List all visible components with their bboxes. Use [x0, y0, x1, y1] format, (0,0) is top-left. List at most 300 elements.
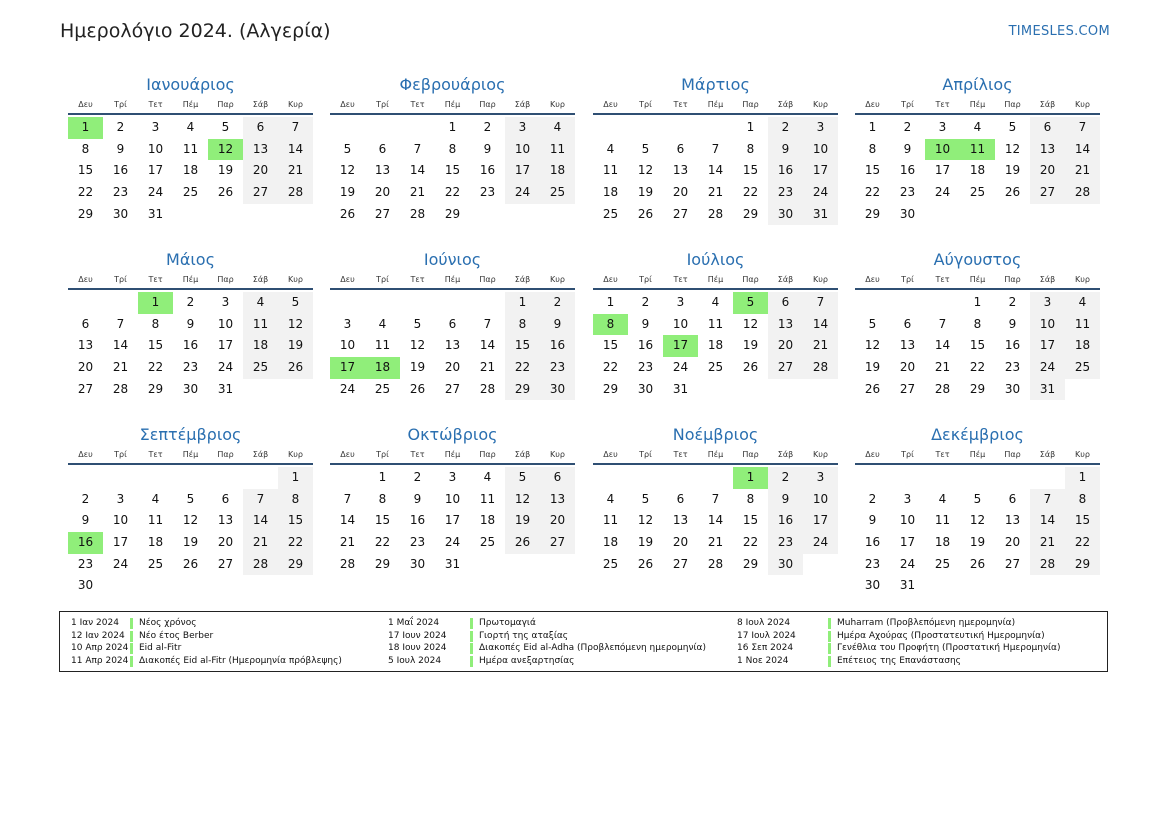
empty-cell	[365, 117, 400, 139]
month-name: Ιούνιος	[423, 250, 482, 269]
weekday-label: Παρ	[479, 100, 496, 109]
day-cell: 27	[768, 357, 803, 379]
day-cell: 18	[540, 160, 575, 182]
day-grid	[593, 117, 838, 225]
day-cell: 28	[934, 381, 951, 396]
day-cell: 11	[374, 338, 391, 353]
day-cell: 28	[409, 206, 426, 221]
day-cell: 12	[637, 163, 654, 178]
day-cell: 4	[540, 117, 575, 139]
weekday-header	[330, 97, 575, 115]
day-grid	[68, 292, 313, 400]
weekday-header	[68, 272, 313, 290]
weekday-label: Σάβ	[1039, 450, 1056, 459]
day-grid	[330, 467, 575, 575]
day-cell: 2	[868, 491, 877, 506]
weekday-label: Κυρ	[813, 450, 828, 459]
day-cell: 17	[934, 163, 951, 178]
empty-cell	[925, 292, 960, 314]
day-cell: 26	[409, 381, 426, 396]
day-cell: 17	[112, 535, 129, 550]
weekday-label: Πέμ	[444, 275, 461, 284]
day-grid	[68, 117, 313, 225]
empty-cell	[68, 292, 103, 314]
day-cell: 26	[969, 556, 986, 571]
weekday-label: Τρί	[639, 100, 652, 109]
day-cell: 16	[1004, 338, 1021, 353]
weekday-header	[593, 97, 838, 115]
day-cell: 16	[409, 513, 426, 528]
weekday-label: Τετ	[148, 450, 163, 459]
day-cell: 8	[378, 491, 387, 506]
day-cell: 16	[864, 535, 881, 550]
day-cell: 16	[768, 160, 803, 182]
day-cell: 4	[938, 491, 947, 506]
day-cell: 7	[803, 292, 838, 314]
day-cell: 7	[343, 491, 352, 506]
day-cell: 1	[606, 295, 615, 309]
empty-cell	[330, 467, 365, 489]
weekday-label: Παρ	[217, 275, 234, 284]
day-cell: 22	[602, 360, 619, 375]
day-cell: 31	[899, 578, 916, 593]
holiday-name: Ημέρα Αχούρας (Προστατευτική Ημερομηνία)	[837, 630, 1045, 641]
day-cell: 5	[973, 491, 982, 506]
holiday-marker	[130, 656, 133, 667]
day-cell: 18	[602, 185, 619, 200]
holiday-legend	[59, 611, 1108, 672]
day-cell: 19	[1004, 163, 1021, 178]
day-cell: 8	[505, 314, 540, 336]
weekday-label: Παρ	[479, 450, 496, 459]
day-cell: 16	[479, 163, 496, 178]
empty-cell	[628, 467, 663, 489]
day-grid	[330, 292, 575, 400]
day-cell: 6	[1008, 491, 1017, 506]
day-cell: 3	[116, 491, 125, 506]
day-cell: 15	[77, 163, 94, 178]
day-cell: 3	[938, 120, 947, 134]
holiday-day-cell: 5	[733, 292, 768, 314]
day-cell: 3	[151, 120, 160, 134]
day-cell: 9	[868, 513, 877, 528]
day-cell: 2	[768, 467, 803, 489]
day-cell: 7	[938, 316, 947, 331]
day-cell: 15	[278, 510, 313, 532]
empty-cell	[330, 292, 365, 314]
empty-cell	[173, 467, 208, 489]
month-name: Νοέμβριος	[672, 425, 759, 444]
day-cell: 17	[505, 160, 540, 182]
day-cell: 15	[969, 338, 986, 353]
day-cell: 4	[378, 316, 387, 331]
day-cell: 29	[1065, 554, 1100, 576]
brand-logo-link[interactable]: TIMESLES.COM	[1008, 24, 1110, 39]
day-cell: 5	[641, 491, 650, 506]
day-cell: 13	[77, 338, 94, 353]
holiday-day-cell: 10	[925, 139, 960, 161]
weekday-label: Παρ	[1004, 275, 1021, 284]
weekday-header	[855, 447, 1100, 465]
holiday-name: Επέτειος της Επανάστασης	[837, 656, 961, 667]
day-cell: 10	[803, 489, 838, 511]
holiday-day-cell: 1	[733, 467, 768, 489]
day-cell: 26	[505, 532, 540, 554]
empty-cell	[1030, 467, 1065, 489]
holiday-row	[737, 642, 1067, 655]
day-cell: 26	[742, 360, 759, 375]
day-cell: 14	[339, 513, 356, 528]
weekday-label: Σάβ	[777, 450, 794, 459]
day-cell: 15	[1065, 510, 1100, 532]
holiday-day-cell: 16	[68, 532, 103, 554]
day-cell: 28	[339, 556, 356, 571]
day-cell: 28	[1065, 182, 1100, 204]
month-block	[593, 423, 838, 575]
holiday-row	[737, 630, 1067, 643]
day-cell: 14	[707, 513, 724, 528]
day-cell: 26	[864, 381, 881, 396]
day-cell: 24	[444, 535, 461, 550]
month-name: Οκτώβριος	[407, 425, 498, 444]
weekday-label: Κυρ	[550, 275, 565, 284]
day-cell: 31	[217, 381, 234, 396]
day-cell: 10	[112, 513, 129, 528]
day-cell: 7	[243, 489, 278, 511]
weekday-label: Σάβ	[1039, 275, 1056, 284]
day-cell: 19	[864, 360, 881, 375]
day-cell: 6	[81, 316, 90, 331]
weekday-label: Τρί	[901, 275, 914, 284]
day-cell: 9	[413, 491, 422, 506]
day-cell: 10	[147, 141, 164, 156]
day-cell: 14	[1065, 139, 1100, 161]
weekday-label: Πέμ	[182, 450, 199, 459]
day-cell: 17	[803, 510, 838, 532]
day-cell: 14	[243, 510, 278, 532]
weekday-label: Παρ	[1004, 100, 1021, 109]
day-cell: 24	[339, 381, 356, 396]
holiday-day-cell: 1	[68, 117, 103, 139]
day-cell: 6	[1030, 117, 1065, 139]
day-cell: 8	[746, 141, 755, 156]
empty-cell	[593, 467, 628, 489]
weekday-label: Σάβ	[252, 450, 269, 459]
holiday-marker	[828, 631, 831, 642]
day-cell: 20	[444, 360, 461, 375]
day-cell: 15	[742, 163, 759, 178]
weekday-label: Σάβ	[252, 275, 269, 284]
day-cell: 11	[182, 141, 199, 156]
month-block	[68, 248, 313, 400]
holiday-name: Muharram (Προβλεπόμενη ημερομηνία)	[837, 618, 1016, 628]
day-cell: 14	[707, 163, 724, 178]
day-cell: 2	[116, 120, 125, 134]
day-cell: 1	[868, 120, 877, 134]
day-cell: 3	[803, 117, 838, 139]
weekday-label: Δευ	[340, 100, 355, 109]
day-cell: 9	[1008, 316, 1017, 331]
day-cell: 9	[540, 314, 575, 336]
day-cell: 12	[864, 338, 881, 353]
day-cell: 1	[505, 292, 540, 314]
day-grid	[593, 467, 838, 575]
day-cell: 2	[1008, 295, 1017, 309]
empty-cell	[890, 467, 925, 489]
day-cell: 5	[186, 491, 195, 506]
day-cell: 10	[444, 491, 461, 506]
day-cell: 24	[147, 185, 164, 200]
empty-cell	[68, 467, 103, 489]
day-cell: 27	[77, 381, 94, 396]
day-cell: 11	[243, 314, 278, 336]
holiday-name: Πρωτομαγιά	[479, 618, 536, 628]
holiday-row	[71, 630, 401, 643]
empty-cell	[138, 467, 173, 489]
day-cell: 17	[1030, 335, 1065, 357]
day-cell: 28	[707, 206, 724, 221]
day-cell: 9	[768, 489, 803, 511]
holiday-column	[71, 617, 401, 668]
holiday-name: Γιορτή της αταξίας	[479, 630, 569, 641]
holiday-name: Γενέθλια του Προφήτη (Προστατική Ημερομηνία)	[837, 643, 1061, 654]
day-cell: 13	[672, 513, 689, 528]
day-cell: 25	[1065, 357, 1100, 379]
day-cell: 8	[746, 491, 755, 506]
day-cell: 10	[803, 139, 838, 161]
day-cell: 30	[637, 381, 654, 396]
day-cell: 7	[278, 117, 313, 139]
day-cell: 12	[278, 314, 313, 336]
day-cell: 22	[278, 532, 313, 554]
day-cell: 10	[217, 316, 234, 331]
weekday-label: Παρ	[1004, 450, 1021, 459]
day-grid	[68, 467, 313, 597]
weekday-label: Τρί	[114, 275, 127, 284]
day-cell: 26	[182, 556, 199, 571]
day-cell: 23	[864, 556, 881, 571]
day-cell: 25	[374, 381, 391, 396]
day-cell: 25	[602, 556, 619, 571]
day-cell: 19	[409, 360, 426, 375]
empty-cell	[593, 117, 628, 139]
day-cell: 8	[1065, 489, 1100, 511]
empty-cell	[960, 467, 995, 489]
day-cell: 13	[1030, 139, 1065, 161]
empty-cell	[243, 467, 278, 489]
day-cell: 14	[934, 338, 951, 353]
empty-cell	[855, 467, 890, 489]
weekday-label: Σάβ	[514, 450, 531, 459]
weekday-label: Πέμ	[969, 100, 986, 109]
day-cell: 10	[505, 139, 540, 161]
day-cell: 23	[637, 360, 654, 375]
weekday-label: Πέμ	[707, 275, 724, 284]
weekday-label: Κυρ	[550, 450, 565, 459]
holiday-date: 1 Ιαν 2024	[71, 618, 119, 628]
weekday-label: Παρ	[742, 100, 759, 109]
day-cell: 1	[278, 467, 313, 489]
holiday-row	[388, 617, 718, 630]
month-block	[330, 423, 575, 575]
day-cell: 23	[540, 357, 575, 379]
holiday-row	[71, 655, 401, 668]
day-cell: 20	[540, 510, 575, 532]
day-cell: 25	[147, 556, 164, 571]
day-cell: 13	[243, 139, 278, 161]
weekday-label: Δευ	[603, 275, 618, 284]
weekday-label: Τετ	[148, 100, 163, 109]
weekday-label: Τετ	[935, 275, 950, 284]
weekday-label: Κυρ	[1075, 100, 1090, 109]
day-cell: 9	[641, 316, 650, 331]
weekday-label: Παρ	[217, 100, 234, 109]
weekday-label: Κυρ	[288, 275, 303, 284]
day-cell: 21	[278, 160, 313, 182]
day-cell: 19	[182, 535, 199, 550]
day-cell: 23	[479, 185, 496, 200]
holiday-column	[737, 617, 1067, 668]
empty-cell	[208, 467, 243, 489]
weekday-label: Τετ	[935, 100, 950, 109]
day-cell: 21	[934, 360, 951, 375]
holiday-row	[388, 642, 718, 655]
day-cell: 6	[676, 141, 685, 156]
weekday-header	[330, 272, 575, 290]
day-cell: 11	[1065, 314, 1100, 336]
day-cell: 10	[672, 316, 689, 331]
weekday-label: Δευ	[865, 275, 880, 284]
day-cell: 20	[1004, 535, 1021, 550]
weekday-label: Τρί	[639, 275, 652, 284]
day-cell: 30	[768, 554, 803, 576]
month-block	[855, 73, 1100, 225]
weekday-label: Παρ	[217, 450, 234, 459]
day-cell: 16	[637, 338, 654, 353]
day-cell: 6	[378, 141, 387, 156]
day-grid	[330, 117, 575, 225]
holiday-marker	[130, 631, 133, 642]
day-cell: 25	[707, 360, 724, 375]
month-name: Σεπτέμβριος	[139, 425, 242, 444]
day-cell: 22	[864, 185, 881, 200]
weekday-label: Κυρ	[550, 100, 565, 109]
day-cell: 12	[182, 513, 199, 528]
day-cell: 27	[1004, 556, 1021, 571]
weekday-label: Σάβ	[514, 275, 531, 284]
day-cell: 19	[969, 535, 986, 550]
day-cell: 29	[147, 381, 164, 396]
day-cell: 6	[221, 491, 230, 506]
day-cell: 4	[606, 491, 615, 506]
day-cell: 30	[864, 578, 881, 593]
day-cell: 30	[112, 206, 129, 221]
holiday-date: 5 Ιουλ 2024	[388, 656, 442, 667]
day-cell: 9	[81, 513, 90, 528]
day-cell: 29	[742, 206, 759, 221]
day-cell: 5	[505, 467, 540, 489]
month-name: Δεκέμβριος	[931, 425, 1024, 444]
day-cell: 2	[768, 117, 803, 139]
day-cell: 29	[742, 556, 759, 571]
weekday-label: Τετ	[410, 100, 425, 109]
day-cell: 13	[1004, 513, 1021, 528]
day-cell: 24	[899, 556, 916, 571]
holiday-marker	[470, 618, 473, 629]
weekday-label: Τρί	[639, 450, 652, 459]
day-cell: 28	[803, 357, 838, 379]
day-cell: 5	[343, 141, 352, 156]
day-cell: 18	[182, 163, 199, 178]
day-cell: 22	[374, 535, 391, 550]
day-cell: 22	[147, 360, 164, 375]
day-cell: 21	[803, 335, 838, 357]
day-cell: 21	[409, 185, 426, 200]
day-cell: 28	[707, 556, 724, 571]
day-cell: 13	[768, 314, 803, 336]
day-cell: 20	[374, 185, 391, 200]
day-cell: 18	[243, 335, 278, 357]
day-cell: 25	[540, 182, 575, 204]
day-cell: 21	[1065, 160, 1100, 182]
day-cell: 11	[934, 513, 951, 528]
day-cell: 27	[540, 532, 575, 554]
weekday-label: Τρί	[376, 275, 389, 284]
day-cell: 22	[77, 185, 94, 200]
weekday-header	[855, 272, 1100, 290]
day-cell: 13	[899, 338, 916, 353]
day-cell: 9	[483, 141, 492, 156]
weekday-label: Τρί	[376, 450, 389, 459]
day-cell: 9	[186, 316, 195, 331]
holiday-date: 17 Ιουν 2024	[388, 630, 447, 641]
day-cell: 11	[479, 491, 496, 506]
day-cell: 7	[483, 316, 492, 331]
day-cell: 3	[505, 117, 540, 139]
weekday-header	[593, 272, 838, 290]
day-cell: 21	[339, 535, 356, 550]
day-cell: 18	[479, 513, 496, 528]
holiday-date: 10 Απρ 2024	[71, 643, 129, 654]
weekday-label: Δευ	[78, 275, 93, 284]
day-cell: 7	[413, 141, 422, 156]
day-cell: 12	[637, 513, 654, 528]
day-cell: 3	[803, 467, 838, 489]
day-cell: 15	[864, 163, 881, 178]
day-cell: 30	[540, 379, 575, 401]
empty-cell	[663, 117, 698, 139]
day-cell: 18	[707, 338, 724, 353]
holiday-row	[388, 630, 718, 643]
month-block	[593, 248, 838, 400]
holiday-day-cell: 17	[330, 357, 365, 379]
weekday-label: Πέμ	[444, 100, 461, 109]
day-cell: 4	[1065, 292, 1100, 314]
weekday-label: Κυρ	[288, 100, 303, 109]
day-cell: 30	[1004, 381, 1021, 396]
day-cell: 24	[1030, 357, 1065, 379]
month-block	[68, 73, 313, 225]
day-cell: 16	[899, 163, 916, 178]
empty-cell	[103, 467, 138, 489]
day-cell: 7	[1030, 489, 1065, 511]
weekday-label: Τρί	[114, 100, 127, 109]
day-cell: 17	[217, 338, 234, 353]
day-cell: 4	[483, 470, 492, 484]
holiday-name: Ημέρα ανεξαρτησίας	[479, 656, 575, 667]
day-cell: 22	[444, 185, 461, 200]
day-cell: 8	[868, 141, 877, 156]
